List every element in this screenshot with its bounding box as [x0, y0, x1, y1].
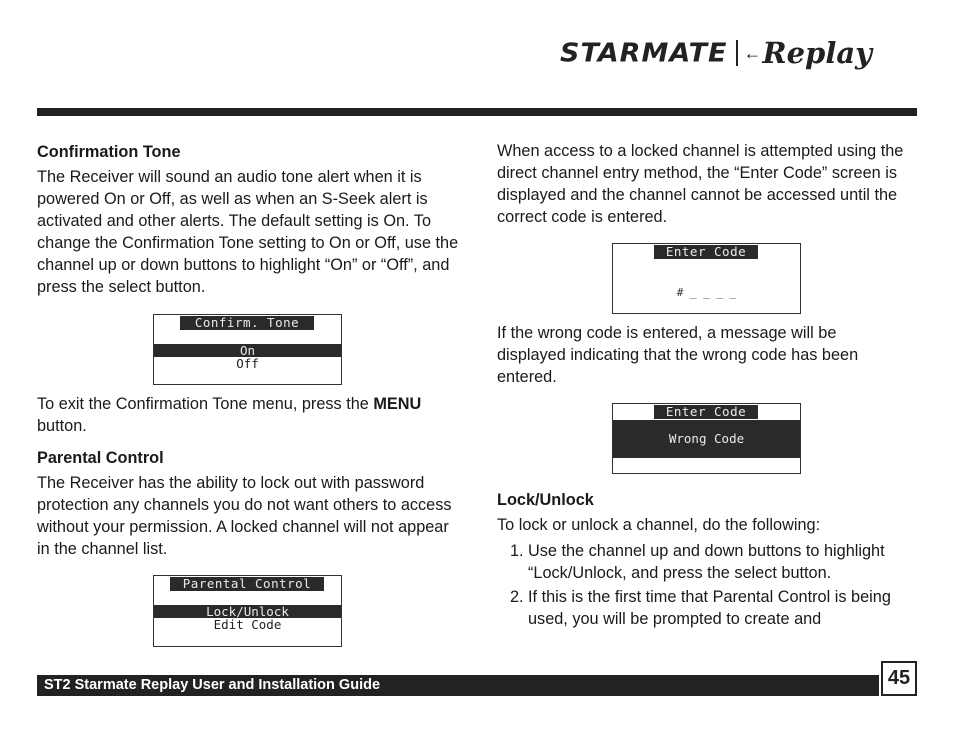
logo-starmate-text: STARMATE [560, 38, 728, 68]
confirmation-tone-body: The Receiver will sound an audio tone alert when it is powered On or Off, as well as when an S-Seek alert is activated and other alerts. The default setting is On. To change the Confirmation Tone setting to On or Off, use the channel up or down buttons to highlight “On” or “Off”, and press the select button. [37, 168, 459, 296]
list-item: 1. Use the channel up and down buttons to highlight “Lock/Unlock, and press the select button. [510, 542, 885, 582]
locked-intro-block [497, 140, 909, 228]
enter-code-screen [612, 243, 801, 314]
left-column [37, 141, 462, 298]
screen-option: Off [236, 356, 259, 371]
lock-unlock-block [497, 489, 909, 630]
screen-selected-option: Lock/Unlock [154, 605, 341, 618]
exit-instruction: To exit the Confirmation Tone menu, press the MENU button. [37, 395, 422, 435]
confirmation-tone-heading: Confirmation Tone [37, 143, 181, 161]
footer-guide-title: ST2 Starmate Replay User and Installation Guide [37, 675, 879, 696]
screen-title: Enter Code [654, 405, 758, 419]
confirm-tone-screen [153, 314, 342, 385]
replay-arrow-icon: ← [743, 42, 762, 63]
exit-text-block [37, 393, 462, 560]
wrong-code-message: Wrong Code [613, 420, 800, 458]
screen-title: Confirm. Tone [180, 316, 314, 330]
code-entry-field: # _ _ _ _ [676, 286, 737, 299]
locked-channel-text: When access to a locked channel is attempted using the direct channel entry method, the “Enter Code” screen is displayed and the channel cannot be accessed until the correct code is entered. [497, 142, 904, 226]
screen-title: Enter Code [654, 245, 758, 259]
menu-button-label: MENU [373, 395, 422, 413]
lock-unlock-heading: Lock/Unlock [497, 491, 594, 509]
screen-title: Parental Control [170, 577, 324, 591]
starmate-replay-logo [560, 36, 918, 70]
header-rule [37, 108, 917, 116]
parental-control-heading: Parental Control [37, 449, 164, 467]
page-number: 45 [881, 661, 917, 696]
wrong-code-block [497, 322, 909, 388]
wrong-code-screen [612, 403, 801, 474]
logo-divider [736, 40, 738, 66]
screen-option: Edit Code [213, 617, 282, 632]
lock-unlock-intro: To lock or unlock a channel, do the following: [497, 516, 821, 534]
lock-unlock-steps [497, 540, 909, 630]
parental-control-screen [153, 575, 342, 647]
wrong-code-text: If the wrong code is entered, a message will be displayed indicating that the wrong code has been entered. [497, 324, 859, 386]
screen-selected-option: On [154, 344, 341, 357]
parental-control-body: The Receiver has the ability to lock out with password protection any channels you do not want others to access without your permission. A locked channel will not appear in the channel list. [37, 474, 452, 558]
list-item: 2. If this is the first time that Parental Control is being used, you will be prompted to create and [510, 588, 891, 628]
logo-replay-text: Replay [762, 36, 872, 70]
